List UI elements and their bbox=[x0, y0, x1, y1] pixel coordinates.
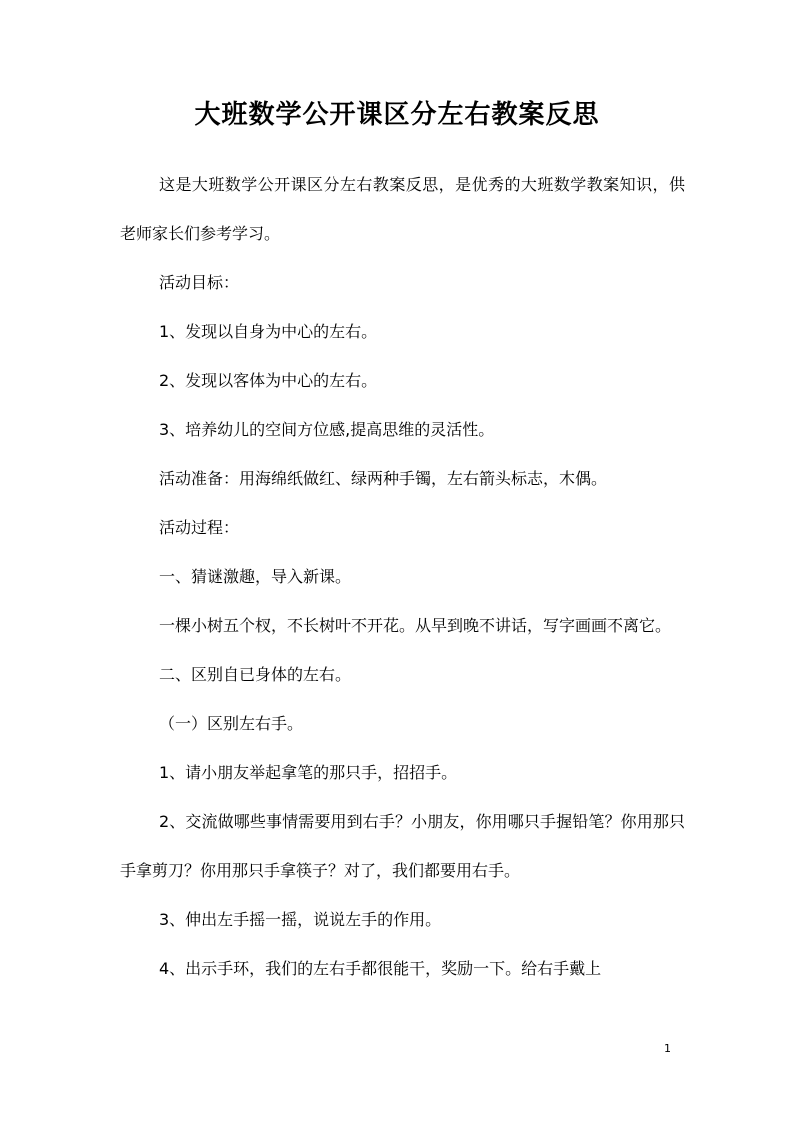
section-heading-goals: 活动目标： bbox=[159, 273, 240, 292]
document-body bbox=[120, 160, 685, 993]
goal-item-3: 3、培养幼儿的空间方位感,提高思维的灵活性。 bbox=[159, 420, 495, 439]
process-step-1-heading: 一、猜谜激趣，导入新课。 bbox=[159, 567, 352, 586]
hands-item-4: 4、出示手环，我们的左右手都很能干，奖励一下。给右手戴上 bbox=[159, 959, 602, 978]
section-heading-process: 活动过程： bbox=[159, 518, 240, 537]
goal-item-2: 2、发现以客体为中心的左右。 bbox=[159, 371, 378, 390]
hands-item-3: 3、伸出左手摇一摇，说说左手的作用。 bbox=[159, 910, 442, 929]
page-number: 1 bbox=[664, 1042, 671, 1055]
riddle-paragraph: 一棵小树五个杈，不长树叶不开花。从早到晚不讲话，写字画画不离它。 bbox=[159, 616, 672, 635]
preparation-paragraph: 活动准备：用海绵纸做红、绿两种手镯，左右箭头标志，木偶。 bbox=[159, 469, 608, 488]
hands-item-2: 2、交流做哪些事情需要用到右手？小朋友，你用哪只手握铅笔？你用那只手拿剪刀？你用那只手拿筷子？对了，我们都要用右手。 bbox=[120, 812, 685, 880]
intro-paragraph: 这是大班数学公开课区分左右教案反思，是优秀的大班数学教案知识，供老师家长们参考学习。 bbox=[120, 175, 685, 243]
document-title: 大班数学公开课区分左右教案反思 bbox=[194, 100, 600, 130]
hands-item-1: 1、请小朋友举起拿笔的那只手，招招手。 bbox=[159, 763, 458, 782]
goal-item-1: 1、发现以自身为中心的左右。 bbox=[159, 322, 378, 341]
process-step-2-heading: 二、区别自已身体的左右。 bbox=[159, 665, 352, 684]
subsection-heading-hands: （一）区别左右手。 bbox=[159, 714, 304, 733]
